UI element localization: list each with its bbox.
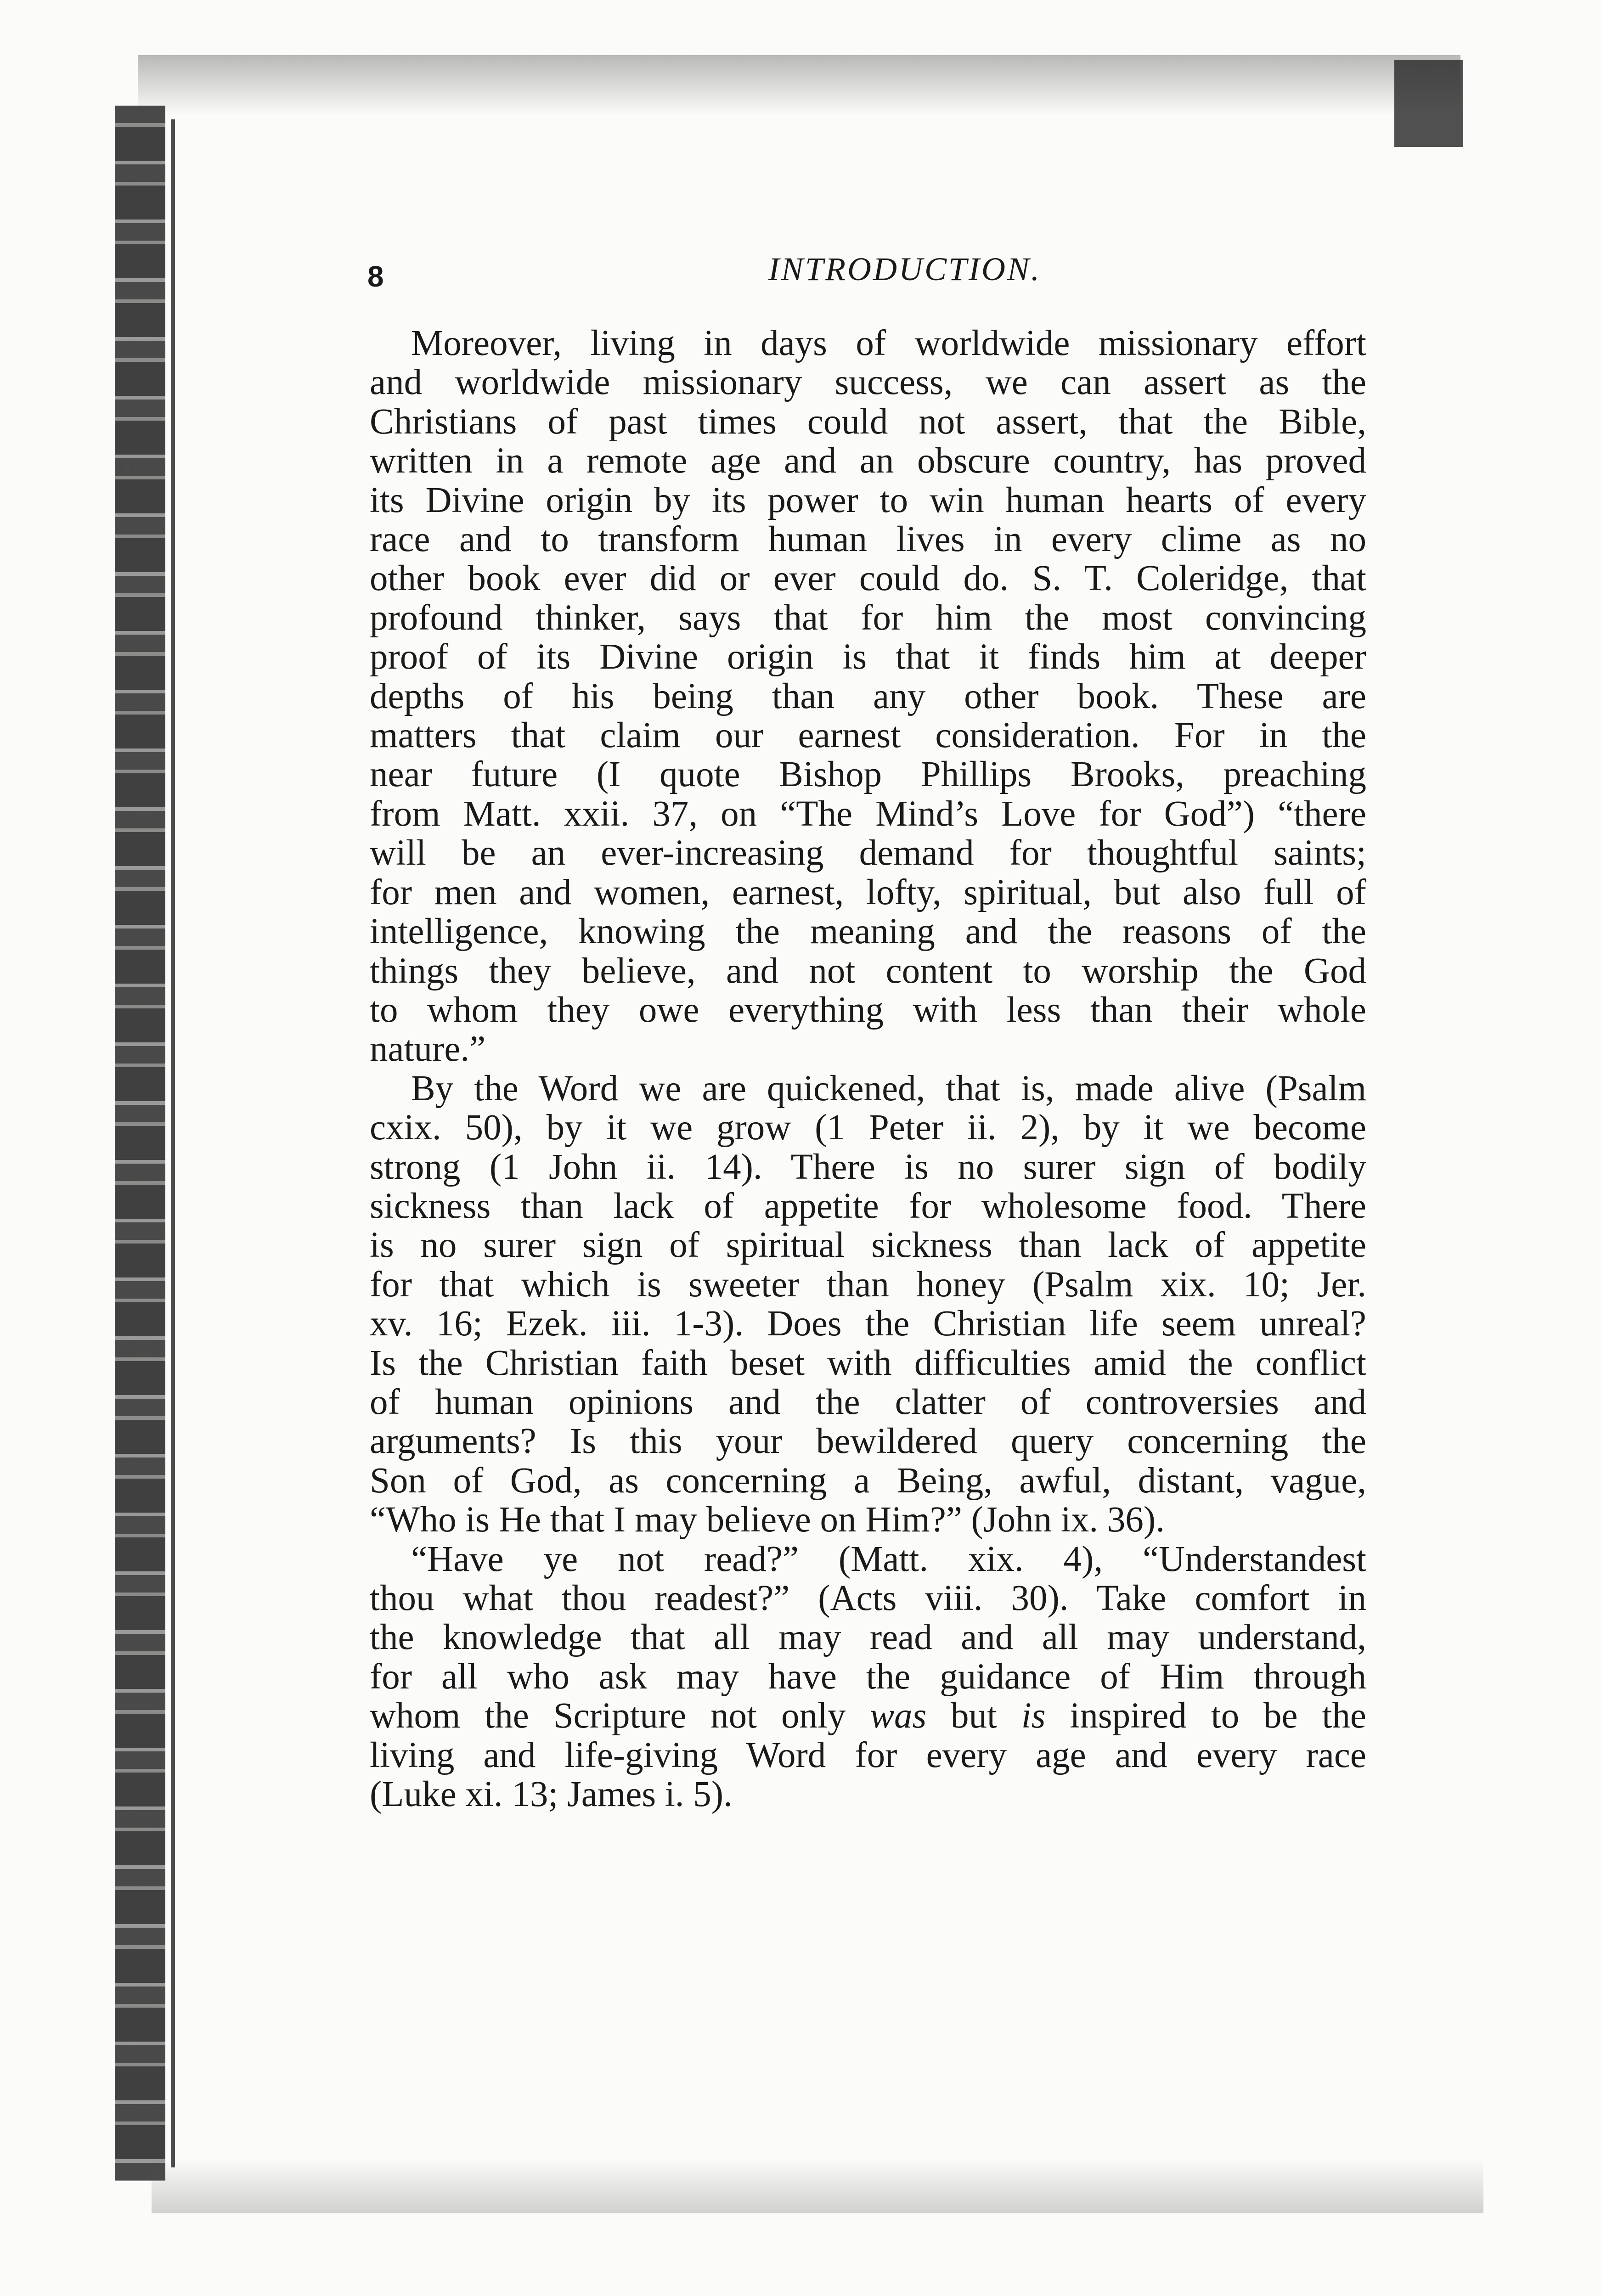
page-number: 8	[367, 260, 384, 293]
text-line: race and to transform human lives in every clime as no	[370, 519, 1366, 560]
binding-rule	[171, 119, 175, 2167]
text-line: and worldwide missionary success, we can assert as the	[370, 362, 1366, 403]
text-line: strong (1 John ii. 14). There is no surer sign of bodily	[370, 1147, 1366, 1187]
emphasis-word: is	[1021, 1696, 1046, 1736]
text-line: of human opinions and the clatter of controversies and	[370, 1382, 1366, 1422]
text-line: “Who is He that I may believe on Him?” (John ix. 36).	[370, 1500, 1165, 1540]
text-line: nature.”	[370, 1029, 486, 1069]
text-line: for men and women, earnest, lofty, spiritual, but also full of	[370, 872, 1366, 912]
text-line: for that which is sweeter than honey (Psalm xix. 10; Jer.	[370, 1264, 1366, 1305]
book-binding-edge	[115, 106, 165, 2181]
text-line: near future (I quote Bishop Phillips Brooks, preaching	[370, 754, 1366, 795]
text-line: Is the Christian faith beset with difficulties amid the conflict	[370, 1343, 1366, 1383]
emphasis-word: was	[870, 1696, 927, 1736]
text-line: xv. 16; Ezek. iii. 1-3). Does the Christian life seem unreal?	[370, 1304, 1366, 1344]
text-line: profound thinker, says that for him the most convincing	[370, 597, 1366, 638]
text-line: its Divine origin by its power to win human hearts of every	[370, 480, 1366, 520]
scan-corner-mark	[1394, 60, 1463, 147]
text-line: to whom they owe everything with less than their whole	[370, 990, 1366, 1030]
text-line: for all who ask may have the guidance of Him through	[370, 1656, 1366, 1697]
running-head: INTRODUCTION.	[768, 251, 1042, 287]
text-line: (Luke xi. 13; James i. 5).	[370, 1774, 733, 1815]
text-line: By the Word we are quickened, that is, made alive (Psalm	[411, 1068, 1366, 1109]
text-line: sickness than lack of appetite for wholesome food. There	[370, 1186, 1366, 1226]
scan-top-edge-shadow	[138, 55, 1460, 115]
text-line: is no surer sign of spiritual sickness than lack of appetite	[370, 1225, 1366, 1266]
text-line: Christians of past times could not assert, that the Bible,	[370, 401, 1366, 442]
text-line: Son of God, as concerning a Being, awful, distant, vague,	[370, 1460, 1366, 1501]
text-line: living and life-giving Word for every age and every race	[370, 1735, 1366, 1775]
text-segment: inspired to be the	[1045, 1696, 1366, 1736]
text-line: from Matt. xxii. 37, on “The Mind’s Love for God”) “there	[370, 793, 1366, 834]
body-text	[370, 324, 1366, 1814]
text-line-with-emphasis	[370, 1696, 1366, 1735]
paragraph-1	[370, 324, 1366, 1069]
scan-bottom-edge-shadow	[152, 2158, 1483, 2213]
text-line: proof of its Divine origin is that it finds him at deeper	[370, 637, 1366, 677]
text-line: things they believe, and not content to worship the God	[370, 951, 1366, 991]
text-line: arguments? Is this your bewildered query concerning the	[370, 1421, 1366, 1462]
text-segment: whom the Scripture not only	[370, 1696, 870, 1736]
page-header	[367, 250, 1369, 305]
text-line: the knowledge that all may read and all may understand,	[370, 1617, 1366, 1658]
text-line: “Have ye not read?” (Matt. xix. 4), “Understandest	[411, 1539, 1366, 1579]
text-line: intelligence, knowing the meaning and the reasons of the	[370, 912, 1366, 952]
text-line: thou what thou readest?” (Acts viii. 30). Take comfort in	[370, 1578, 1366, 1618]
paragraph-3	[370, 1540, 1366, 1814]
text-line: Moreover, living in days of worldwide missionary effort	[411, 323, 1366, 363]
text-line: depths of his being than any other book. These are	[370, 676, 1366, 716]
text-line: written in a remote age and an obscure country, has proved	[370, 441, 1366, 481]
paragraph-2	[370, 1069, 1366, 1540]
text-line: matters that claim our earnest consideration. For in the	[370, 715, 1366, 756]
text-line: cxix. 50), by it we grow (1 Peter ii. 2), by it we become	[370, 1108, 1366, 1148]
text-line: will be an ever-increasing demand for thoughtful saints;	[370, 833, 1366, 873]
text-segment: but	[926, 1696, 1021, 1736]
text-line: other book ever did or ever could do. S. T. Coleridge, that	[370, 558, 1366, 599]
